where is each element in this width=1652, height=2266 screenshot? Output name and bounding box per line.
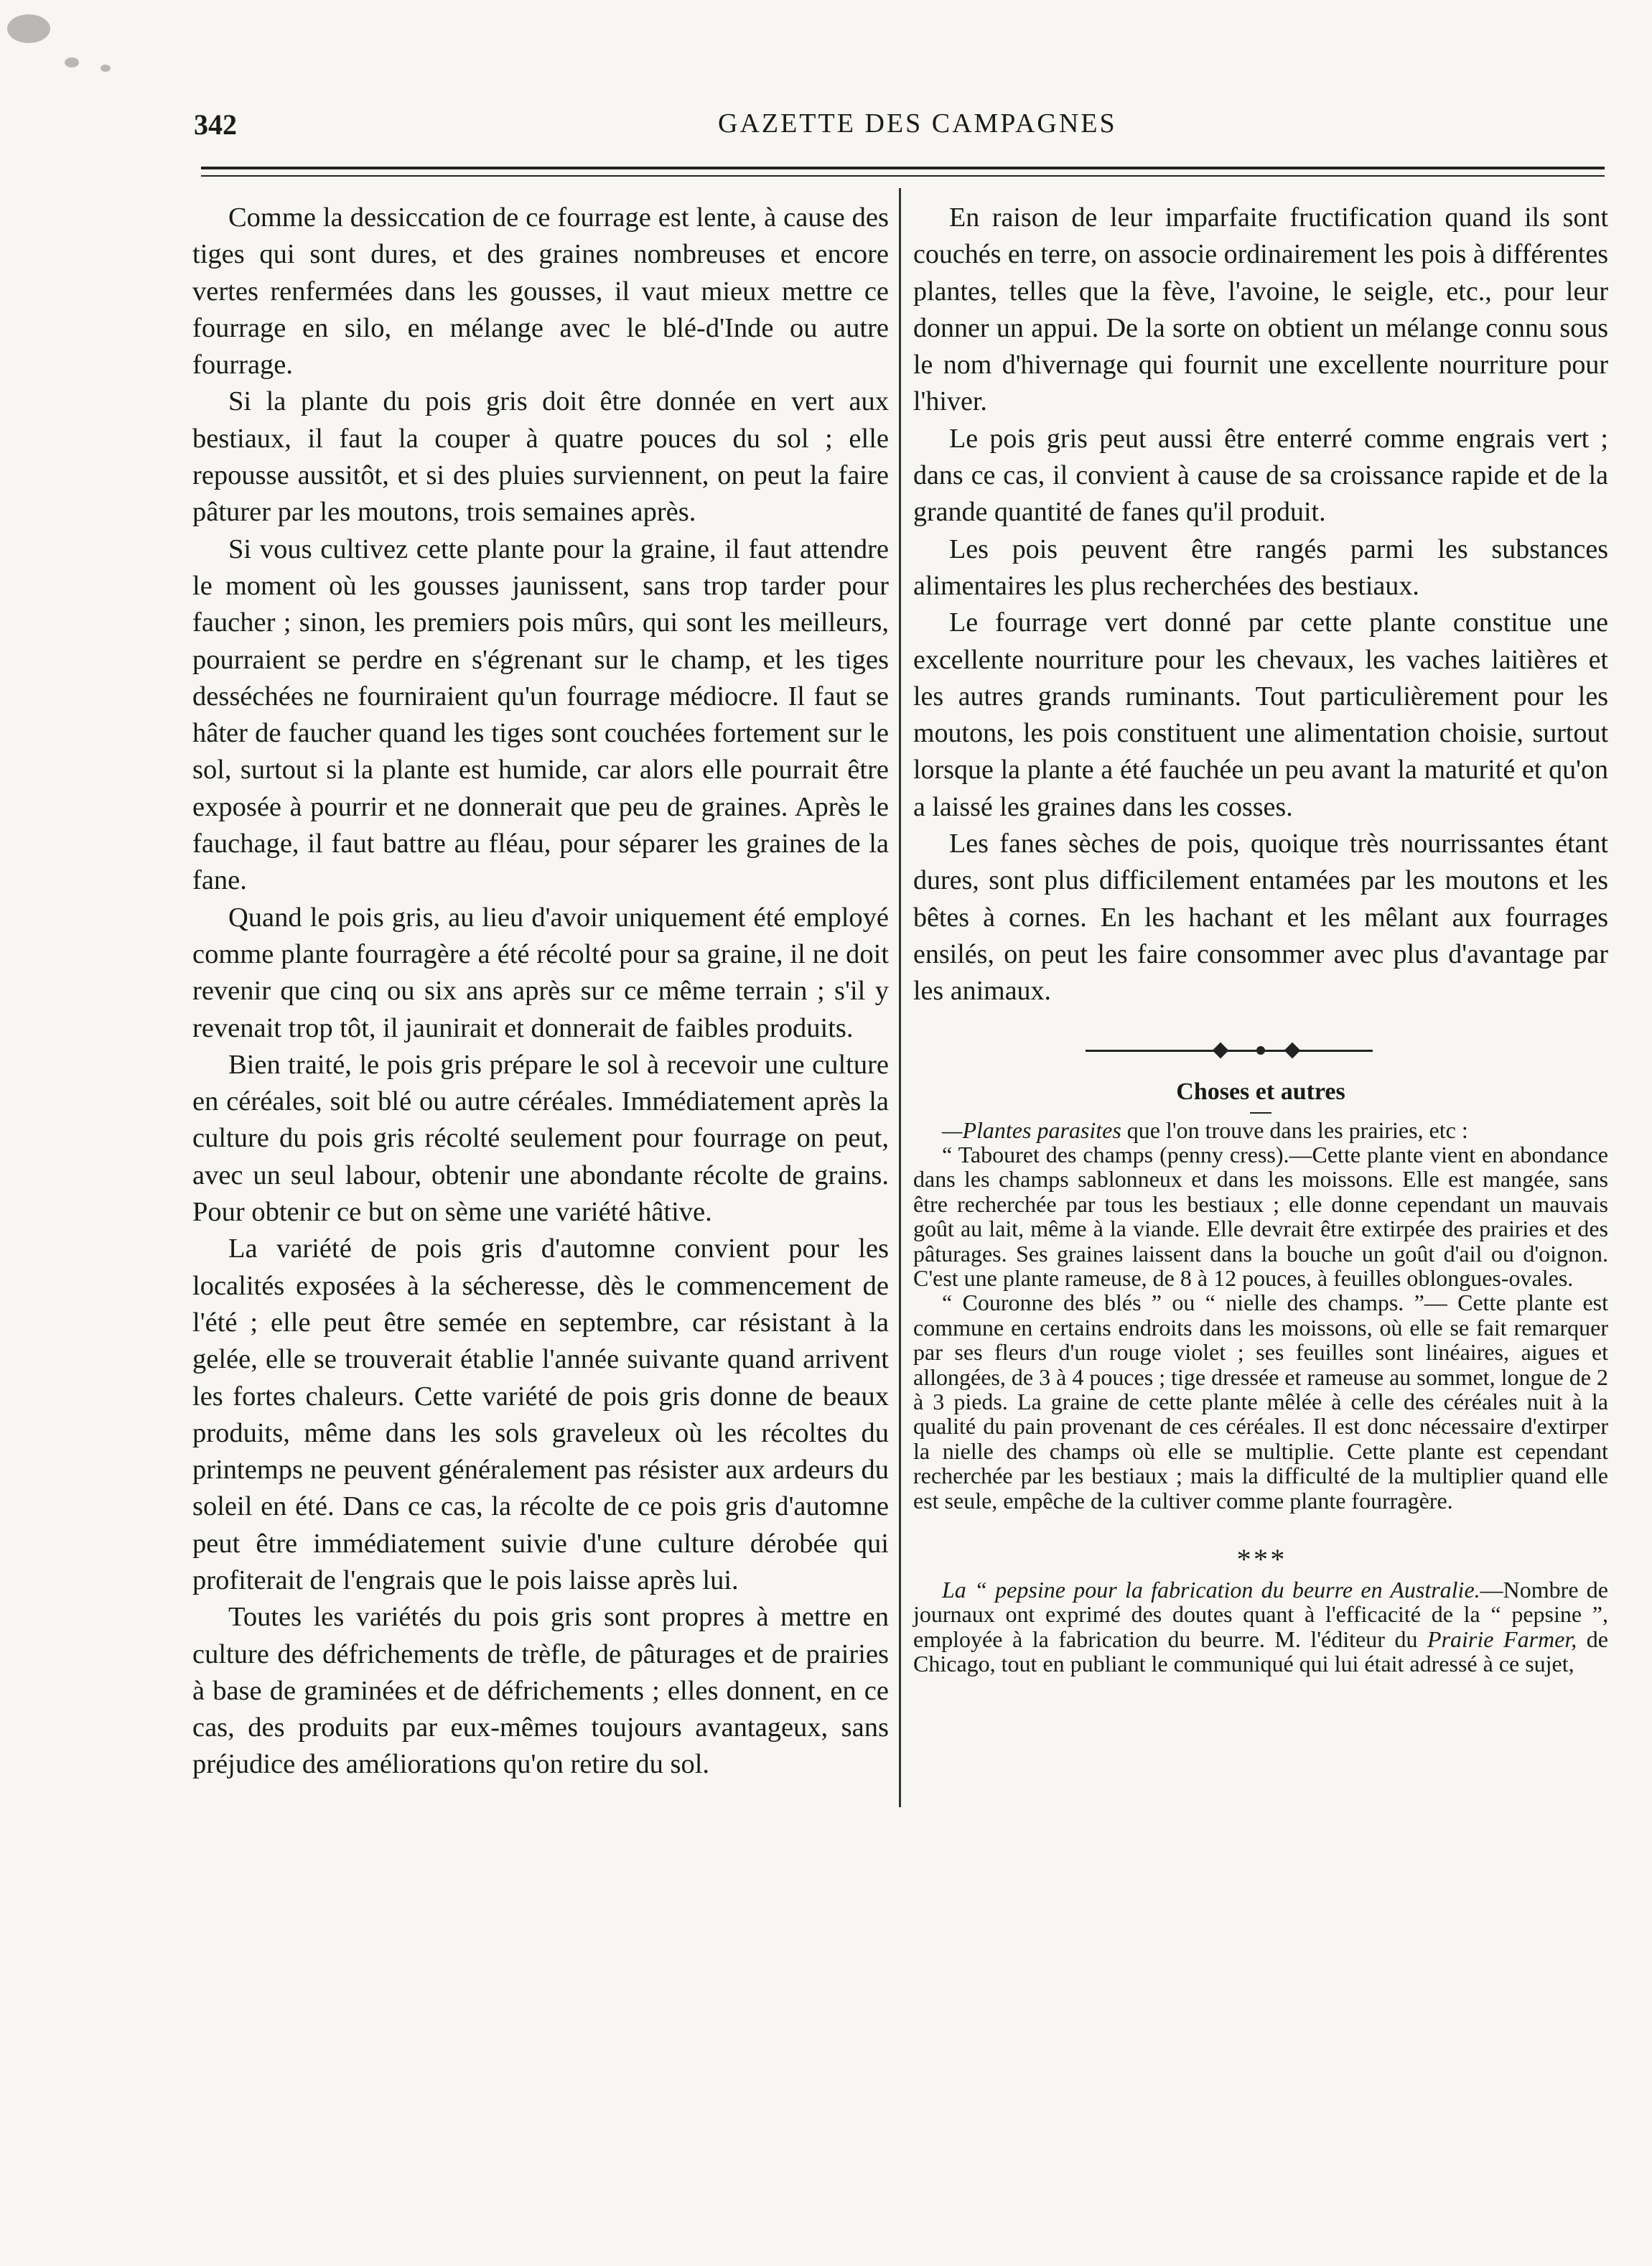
article-paragraph: Le fourrage vert donné par cette plante constitue une excellente nourriture pour les chevaux, les vaches laitières et les autres grands ruminants. Tout particulièrement pour les moutons, les pois constituent une alimentation choisie, surtout lorsque la plante a été fauchée un peu avant la maturité et qu'on a laissé les graines dans les cosses.	[913, 607, 1608, 822]
pepsine-title: La “ pepsine pour la fabrication du beurre en Australie.	[942, 1577, 1480, 1603]
article-paragraph: Le pois gris peut aussi être enterré comme engrais vert ; dans ce cas, il convient à cause de sa croissance rapide et de la grande quantité de fanes qu'il produit.	[913, 423, 1608, 528]
pepsine-paragraph	[913, 1577, 1608, 1677]
pepsine-text-a: —Nombre de journaux ont exprimé des doutes quant à l'efficacité de la “ pepsine ”, employée à la fabrication du beurre. M. l'éditeur du	[913, 1577, 1609, 1652]
intro-italic: —Plantes parasites	[942, 1116, 1121, 1143]
left-column	[192, 200, 889, 1784]
article-paragraph: Bien traité, le pois gris prépare le sol à recevoir une culture en céréales, soit blé ou autre céréales. Immédiatement après la culture du pois gris récolté seulement pour fourrage on peut, avec un seul labour, obtenir une abondante récolte de grains. Pour obtenir ce but on sème une variété hâtive.	[192, 1049, 889, 1228]
column-divider	[899, 188, 901, 1807]
header-rule-thick	[201, 167, 1605, 169]
print-speckle	[7, 14, 50, 43]
section-intro	[913, 1118, 1608, 1142]
divider-diamond	[1284, 1042, 1301, 1058]
print-speckle	[65, 57, 79, 67]
section-paragraph: “ Tabouret des champs (penny cress).—Cette plante vient en abondance dans les champs sablonneux et dans les moissons. Elle est mangée, sans être recherchée par tous les bestiaux ; elle donne cependant un mauvais goût au lait, même à la viande. Elle devrait être extirpée des prairies et des pâturages. Ses graines laissent dans la bouche un goût d'ail ou d'oignon. C'est une plante rameuse, de 8 à 12 pouces, à feuilles oblongues-ovales.	[913, 1141, 1608, 1291]
article-paragraph: Toutes les variétés du pois gris sont propres à mettre en culture des défrichements de trèfle, de pâturages et de prairies à base de graminées et de défrichements ; elles donnent, en ce cas, des produits par eux-mêmes toujours avantageux, sans préjudice des améliorations qu'on retire du sol.	[192, 1602, 889, 1780]
article-paragraph: Les fanes sèches de pois, quoique très nourrissantes étant dures, sont plus difficilement entamées par les moutons et les bêtes à cornes. En les hachant et les mêlant aux fourrages ensilés, on peut les faire consommer avec plus d'avantage par les animaux.	[913, 829, 1608, 1007]
article-paragraph: Les pois peuvent être rangés parmi les substances alimentaires les plus recherchées des bestiaux.	[913, 533, 1608, 601]
intro-rest: que l'on trouve dans les prairies, etc :	[1121, 1116, 1468, 1143]
divider-dot	[1256, 1046, 1265, 1055]
header-rule-thin	[201, 175, 1605, 177]
right-column	[913, 200, 1608, 1677]
article-paragraph: Quand le pois gris, au lieu d'avoir uniquement été employé comme plante fourragère a été récolté pour sa graine, il ne doit revenir que cinq ou six ans après sur ce même terrain ; s'il y revenait trop tôt, il jaunirait et donnerait de faibles produits.	[192, 902, 889, 1043]
article-paragraph: Comme la dessiccation de ce fourrage est lente, à cause des tiges qui sont dures, et des graines nombreuses et encore vertes renfermées dans les gousses, il vaut mieux mettre ce fourrage en silo, en mélange avec le blé-d'Inde ou autre fourrage.	[192, 202, 889, 381]
divider-line	[1086, 1050, 1373, 1052]
asterism: * * *	[1236, 1543, 1285, 1576]
page-header	[194, 108, 1601, 165]
title-dash	[1250, 1112, 1271, 1114]
divider-diamond	[1213, 1042, 1229, 1058]
section-paragraph: “ Couronne des blés ” ou “ nielle des champs. ”— Cette plante est commune en certains endroits dans les moissons, où elle se fait remarquer par ses fleurs d'un rouge violet ; ses feuilles sont linéaires, aigues et allongées, de 3 à 4 pouces ; tige dressée et rameuse au sommet, longue de 2 à 3 pieds. La graine de cette plante mêlée à celle des céréales nuit à la qualité du pain provenant de ces céréales. Il est donc nécessaire d'extirper la nielle des champs où elle se multiplie. Cette plante est cependant recherchée par les bestiaux ; mais la difficulté de la multiplier quand elle est seule, empêche de la cultiver comme plante fourragère.	[913, 1290, 1608, 1514]
section-title: Choses et autres	[1176, 1078, 1345, 1105]
running-title: GAZETTE DES CAMPAGNES	[718, 108, 1117, 139]
print-speckle	[101, 65, 111, 72]
pepsine-text-b: de Chicago, tout en publiant le communiqué qui lui était adressé à ce sujet,	[913, 1626, 1608, 1677]
article-paragraph: En raison de leur imparfaite fructification quand ils sont couchés en terre, on associe ordinairement les pois à différentes plantes, telles que la fève, l'avoine, le seigle, etc., pour leur donner un appui. De la sorte on obtient un mélange connu sous le nom d'hivernage qui fournit une excellente nourriture pour l'hiver.	[913, 202, 1608, 417]
article-paragraph: La variété de pois gris d'automne convient pour les localités exposées à la sécheresse, dès le commencement de l'été ; elle peut être semée en septembre, car résistant à la gelée, elle se trouverait établie l'année suivante quand arrivent les fortes chaleurs. Cette variété de pois gris donne de beaux produits, même dans les sols graveleux où les récoltes du printemps ne peuvent généralement pas résister aux ardeurs du soleil en été. Dans ce cas, la récolte de ce pois gris d'automne peut être immédiatement suivie d'une culture dérobée qui profiterait de l'engrais que le pois laisse après lui.	[192, 1234, 889, 1595]
page-number: 342	[194, 108, 237, 141]
ornamental-divider	[913, 1039, 1608, 1063]
article-paragraph: Si la plante du pois gris doit être donnée en vert aux bestiaux, il faut la couper à quatre pouces du sol ; elle repousse aussitôt, et si des pluies surviennent, on peut la faire pâturer par les moutons, trois semaines après.	[192, 386, 889, 528]
pepsine-journal-name: Prairie Farmer,	[1427, 1626, 1577, 1652]
article-paragraph: Si vous cultivez cette plante pour la graine, il faut attendre le moment où les gousses jaunissent, sans trop tarder pour faucher ; sinon, les premiers pois mûrs, qui sont les meilleurs, pourraient se perdre en s'égrenant sur le champ, et les tiges desséchées ne fourniraient qu'un fourrage médiocre. Il faut se hâter de faucher quand les tiges sont couchées fortement sur le sol, surtout si la plante est humide, car alors elle pourrait être exposée à pourrir et ne donnerait que peu de graines. Après le fauchage, il faut battre au fléau, pour séparer les graines de la fane.	[192, 533, 889, 896]
